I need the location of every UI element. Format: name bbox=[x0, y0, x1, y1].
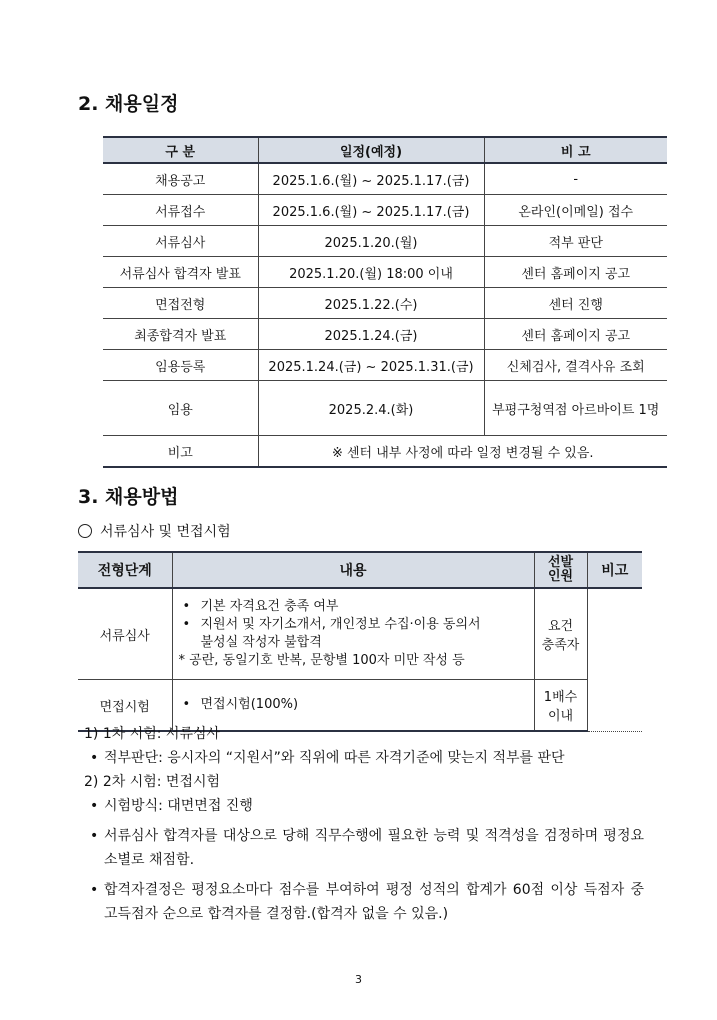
table-row bbox=[103, 226, 667, 257]
selection-line1: 1배수 bbox=[543, 690, 578, 705]
bullet-icon: • bbox=[90, 798, 99, 814]
method-header-selection bbox=[534, 552, 587, 588]
bullet-icon: • bbox=[90, 882, 99, 898]
list-item bbox=[179, 696, 528, 714]
list-item bbox=[84, 746, 644, 770]
schedule-remark: 센터 홈페이지 공고 bbox=[484, 257, 667, 288]
schedule-header-date: 일정(예정) bbox=[258, 137, 484, 163]
exam-item-2: 2) 2차 시험: 면접시험 bbox=[84, 774, 221, 790]
content-document-review bbox=[172, 588, 534, 680]
method-table bbox=[78, 551, 642, 732]
method-header-stage: 전형단계 bbox=[78, 552, 172, 588]
method-header-selection-line2: 인원 bbox=[547, 569, 574, 584]
schedule-remark: 적부 판단 bbox=[484, 226, 667, 257]
table-row bbox=[103, 163, 667, 195]
list-item bbox=[84, 878, 644, 926]
bullet-icon: • bbox=[182, 697, 191, 712]
bullet-icon: • bbox=[90, 750, 99, 766]
schedule-note-label: 비고 bbox=[103, 436, 258, 468]
schedule-category: 최종합격자 발표 bbox=[103, 319, 258, 350]
schedule-category: 서류심사 합격자 발표 bbox=[103, 257, 258, 288]
selection-line2: 충족자 bbox=[541, 638, 580, 653]
schedule-header-category: 구 분 bbox=[103, 137, 258, 163]
content-note: * 공란, 동일기호 반복, 문항별 100자 미만 작성 등 bbox=[178, 653, 465, 668]
method-header-content: 내용 bbox=[172, 552, 534, 588]
list-item-text: 합격자결정은 평정요소마다 점수를 부여하여 평정 성적의 합계가 60점 이상 득점자 중 고득점자 순으로 합격자를 결정함.(합격자 없을 수 있음.) bbox=[104, 882, 644, 922]
schedule-category: 임용 bbox=[103, 381, 258, 436]
selection-document-review bbox=[534, 588, 587, 680]
schedule-category: 서류접수 bbox=[103, 195, 258, 226]
subheading bbox=[78, 521, 231, 541]
list-item bbox=[84, 794, 644, 818]
schedule-date: 2025.1.24.(금) bbox=[258, 319, 484, 350]
list-item-text: 면접시험(100%) bbox=[200, 697, 299, 712]
schedule-date: 2025.1.6.(월) ~ 2025.1.17.(금) bbox=[258, 195, 484, 226]
table-row bbox=[103, 319, 667, 350]
schedule-date: 2025.1.24.(금) ~ 2025.1.31.(금) bbox=[258, 350, 484, 381]
remark-cell bbox=[587, 588, 642, 731]
schedule-remark: - bbox=[484, 163, 667, 195]
schedule-remark: 센터 진행 bbox=[484, 288, 667, 319]
schedule-category: 채용공고 bbox=[103, 163, 258, 195]
bullet-icon: • bbox=[90, 828, 99, 844]
schedule-date: 2025.2.4.(화) bbox=[258, 381, 484, 436]
method-header-remark: 비고 bbox=[587, 552, 642, 588]
list-item-text: 지원서 및 자기소개서, 개인정보 수집·이용 동의서 bbox=[200, 617, 481, 632]
stage-interview: 면접시험 bbox=[78, 680, 172, 732]
bullet-icon: • bbox=[182, 617, 191, 632]
schedule-header-row bbox=[103, 137, 667, 163]
list-item-text: 적부판단: 응시자의 “지원서”와 직위에 따른 자격기준에 맞는지 적부를 판단 bbox=[104, 750, 565, 766]
table-row bbox=[103, 195, 667, 226]
table-row bbox=[103, 381, 667, 436]
schedule-header-remark: 비 고 bbox=[484, 137, 667, 163]
schedule-remark: 센터 홈페이지 공고 bbox=[484, 319, 667, 350]
method-header-row bbox=[78, 552, 642, 588]
schedule-category: 서류심사 bbox=[103, 226, 258, 257]
schedule-remark: 신체검사, 결격사유 조회 bbox=[484, 350, 667, 381]
schedule-remark: 온라인(이메일) 접수 bbox=[484, 195, 667, 226]
schedule-note-row bbox=[103, 436, 667, 468]
schedule-remark: 부평구청역점 아르바이트 1명 bbox=[484, 381, 667, 436]
list-item-text: 시험방식: 대면면접 진행 bbox=[104, 798, 253, 814]
list-item bbox=[84, 824, 644, 872]
schedule-category: 임용등록 bbox=[103, 350, 258, 381]
circle-icon bbox=[78, 524, 92, 538]
list-item-text: 기본 자격요건 충족 여부 bbox=[200, 599, 339, 614]
schedule-date: 2025.1.22.(수) bbox=[258, 288, 484, 319]
section-2-title: 2. 채용일정 bbox=[78, 93, 179, 115]
subheading-text: 서류심사 및 면접시험 bbox=[100, 524, 231, 540]
list-item bbox=[179, 598, 528, 616]
table-row bbox=[78, 588, 642, 680]
list-item-text: 서류심사 합격자를 대상으로 당해 직무수행에 필요한 능력 및 적격성을 검정하며 평정요소별로 채점함. bbox=[104, 828, 644, 868]
exam-item-1: 1) 1차 시험: 서류심사 bbox=[84, 726, 221, 742]
schedule-table bbox=[103, 136, 667, 468]
list-item bbox=[179, 616, 528, 634]
section-3-title: 3. 채용방법 bbox=[78, 486, 179, 508]
table-row bbox=[103, 288, 667, 319]
exam-list bbox=[84, 722, 644, 926]
schedule-date: 2025.1.20.(월) bbox=[258, 226, 484, 257]
table-row bbox=[103, 257, 667, 288]
schedule-date: 2025.1.20.(월) 18:00 이내 bbox=[258, 257, 484, 288]
table-row bbox=[103, 350, 667, 381]
schedule-category: 면접전형 bbox=[103, 288, 258, 319]
page-number: 3 bbox=[355, 973, 362, 986]
schedule-note-text: ※ 센터 내부 사정에 따라 일정 변경될 수 있음. bbox=[258, 436, 667, 468]
list-item-continuation: 불성실 작성자 불합격 bbox=[200, 635, 322, 650]
bullet-icon: • bbox=[182, 599, 191, 614]
stage-document-review: 서류심사 bbox=[78, 588, 172, 680]
selection-line2: 이내 bbox=[547, 709, 574, 724]
selection-line1: 요건 bbox=[547, 619, 574, 634]
method-header-selection-line1: 선발 bbox=[547, 555, 574, 570]
schedule-date: 2025.1.6.(월) ~ 2025.1.17.(금) bbox=[258, 163, 484, 195]
